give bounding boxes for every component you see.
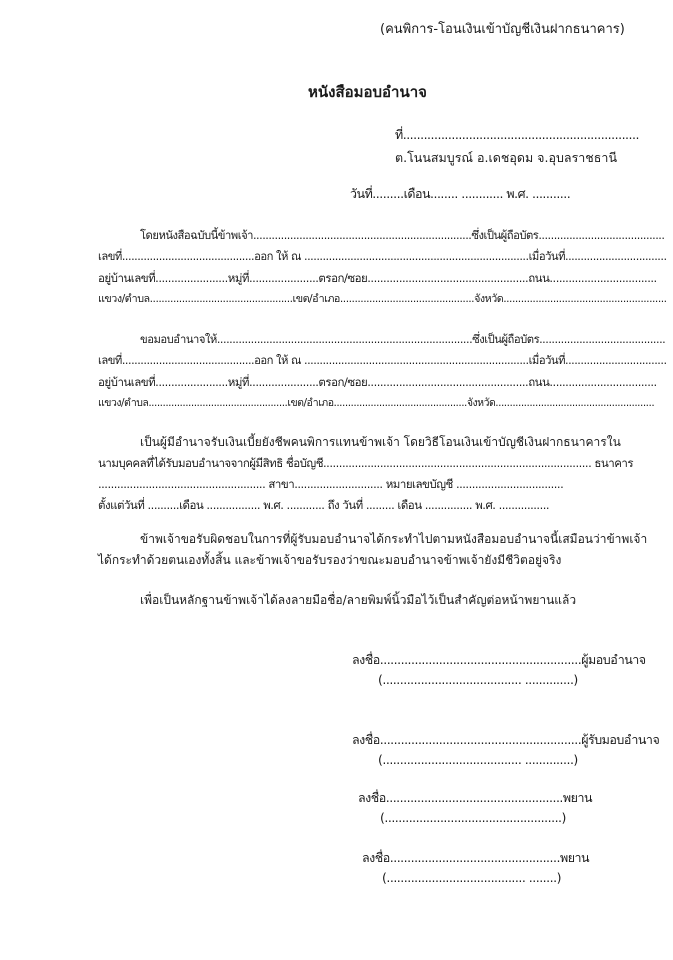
grantor-line-4: แขวง/ตำบล.................................................เขต/อำเภอ..............................................จังหวัด........................................................ bbox=[98, 292, 667, 305]
address-line: ต.โนนสมบูรณ์ อ.เดชอุดม จ.อุบลราชธานี bbox=[395, 150, 617, 165]
grantee-line-1: ขอมอบอำนาจให้...................................................................................ซึ่งเป็นผู้ถือบัตร......................................... bbox=[140, 333, 666, 346]
grantee-line-3: อยู่บ้านเลขที่.......................หมู่ที่......................ตรอก/ซอย...................................................ถนน.................................. bbox=[98, 375, 657, 389]
purpose-line-4: ตั้งแต่วันที่ ..........เดือน ................. พ.ศ. ............ ถึง วันที่ ......... เดือน ............... พ.ศ. ................ bbox=[98, 498, 550, 512]
signature-witness-1: ลงชื่อ...................................................พยาน bbox=[358, 790, 593, 805]
grantee-line-4: แขวง/ตำบล.................................................เขต/อำเภอ...............................................จังหวัด........................................................ bbox=[98, 397, 655, 409]
evidence-statement: เพื่อเป็นหลักฐานข้าพเจ้าได้ลงลายมือชื่อ/ลายพิมพ์นิ้วมือไว้เป็นสำคัญต่อหน้าพยานแล้ว bbox=[140, 593, 577, 607]
signature-witness-2: ลงชื่อ.................................................พยาน bbox=[362, 850, 590, 865]
purpose-line-3: ..................................................... สาขา............................ หมายเลขบัญชี .................................. bbox=[98, 477, 564, 491]
signature-grantor-name: (........................................ ..............) bbox=[378, 672, 578, 687]
place-line: ที่.................................................................... bbox=[395, 127, 639, 142]
page-title: หนังสือมอบอำนาจ bbox=[308, 83, 427, 101]
signature-grantee: ลงชื่อ..........................................................ผู้รับมอบอำนาจ bbox=[352, 732, 660, 747]
responsibility-line-2: ได้กระทำด้วยตนเองทั้งสิ้น และข้าพเจ้าขอรับรองว่าขณะมอบอำนาจข้าพเจ้ายังมีชีวิตอยู่จริง bbox=[98, 553, 562, 567]
responsibility-line-1: ข้าพเจ้าขอรับผิดชอบในการที่ผู้รับมอบอำนาจได้กระทำไปตามหนังสือมอบอำนาจนี้เสมือนว่าข้าพเจ้า bbox=[140, 532, 648, 546]
grantor-line-2: เลขที่...........................................ออก ให้ ณ .........................................................................เมื่อวันที่................................. bbox=[98, 250, 667, 263]
signature-grantor: ลงชื่อ..........................................................ผู้มอบอำนาจ bbox=[352, 652, 646, 667]
grantor-line-3: อยู่บ้านเลขที่.......................หมู่ที่......................ตรอก/ซอย...................................................ถนน.................................. bbox=[98, 271, 657, 285]
header-note: (คนพิการ-โอนเงินเข้าบัญชีเงินฝากธนาคาร) bbox=[380, 22, 625, 37]
grantee-line-2: เลขที่...........................................ออก ให้ ณ .........................................................................เมื่อวันที่................................. bbox=[98, 354, 667, 367]
grantor-line-1: โดยหนังสือฉบับนี้ข้าพเจ้า.......................................................................ซึ่งเป็นผู้ถือบัตร......................................... bbox=[140, 229, 665, 242]
date-line: วันที่.........เดือน........ ............ พ.ศ. ........... bbox=[350, 186, 571, 201]
purpose-line-1: เป็นผู้มีอำนาจรับเงินเบี้ยยังชีพคนพิการแทนข้าพเจ้า โดยวิธีโอนเงินเข้าบัญชีเงินฝากธนาคารใน bbox=[140, 435, 621, 449]
purpose-line-2: นามบุคคลที่ได้รับมอบอำนาจจากผู้มีสิทธิ ชื่อบัญชี..................................................................................... ธนาคาร bbox=[98, 456, 634, 470]
signature-grantee-name: (........................................ ..............) bbox=[378, 752, 578, 767]
signature-witness-2-name: (........................................ ........) bbox=[382, 870, 561, 885]
signature-witness-1-name: (...................................................) bbox=[380, 810, 566, 825]
